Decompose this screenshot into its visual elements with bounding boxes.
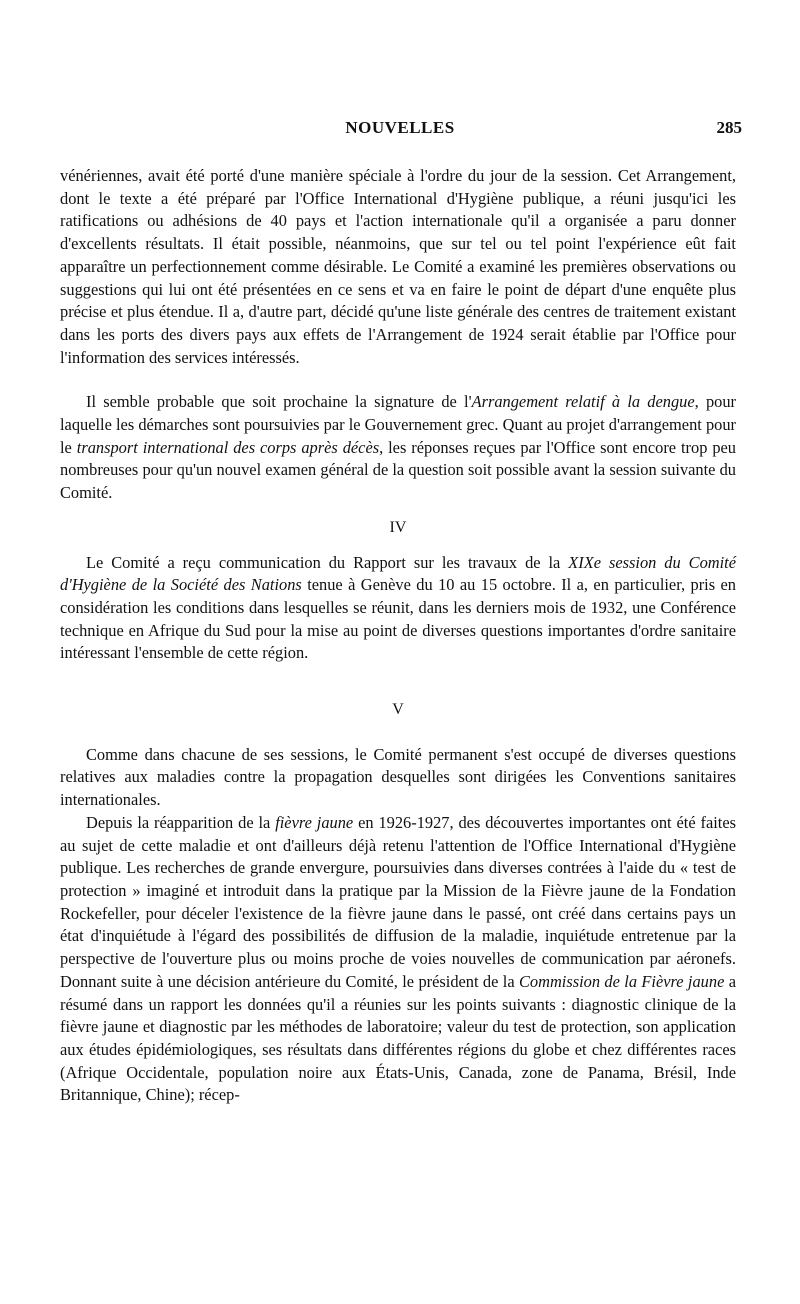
italic-title-commission: Commission de la Fièvre jaune bbox=[518, 971, 725, 991]
page-header bbox=[0, 118, 800, 148]
paragraph-gap bbox=[60, 369, 736, 391]
text-run: Le Comité a reçu communication du Rapport sur les travaux de la bbox=[86, 552, 569, 572]
section-numeral-iv: IV bbox=[389, 518, 407, 536]
section-numeral-v: V bbox=[392, 701, 404, 719]
text-run: en 1926-1927, des découvertes importantes ont été faites au sujet de cette maladie et ont d'ailleurs déjà retenu l'attention de l'Office International d'Hygiène publique. Les recherches de grande envergure, poursuivies dans diverses contrées à l'aide du « test de protection » imaginé et introduit dans la pratique par la Mission de la Fièvre jaune de la Fondation Rockefeller, pour déceler l'existence de la fièvre jaune dans le passé, ont créé dans certains pays un état d'inquiétude à l'égard des possibilités de diffusion de la maladie, inquiétude entretenue par la perspective de l'ouverture plus ou moins proche de voies nouvelles de communication par aéronefs. Donnant suite à une décision antérieure du Comité, le président de la bbox=[60, 812, 736, 991]
paragraph-gap bbox=[60, 665, 736, 687]
paragraph-sanitary-conventions: Comme dans chacune de ses sessions, le Comité permanent s'est occupé de diverses questions relatives aux maladies contre la propagation desquelles sont dirigées les Conventions sanitaires internationales. bbox=[60, 744, 736, 810]
text-run: Depuis la réapparition de la bbox=[86, 812, 276, 832]
paragraph-sanitary-arrangement: vénériennes, avait été porté d'une manière spéciale à l'ordre du jour de la session. Cet Arrangement, dont le texte a été préparé par l'Office International d'Hygiène publique, a réuni jusqu'ici les ratifications ou adhésions de 40 pays et l'action internationale qu'il a organisée a paru donner d'excellents résultats. Il était possible, néanmoins, que sur tel ou tel point l'expérience eût fait apparaître un perfectionnement comme désirable. Le Comité a examiné les premières observations ou suggestions qui lui ont été présentées en ce sens et va en faire le point de départ d'une enquête plus précise et plus étendue. Il a, d'autre part, décidé qu'une liste générale des centres de traitement existant dans les ports des divers pays aux effets de l'Arrangement de 1924 serait établie par l'Office pour l'information des services intéressés. bbox=[60, 166, 736, 367]
paragraph-gap bbox=[60, 734, 736, 744]
text-run: Il semble probable que soit prochaine la signature de l' bbox=[86, 392, 472, 412]
text-run: , pour laquelle les démarches sont poursuivies par le Gouvernement grec. Quant au projet d'arrangement pour le bbox=[60, 392, 736, 457]
page-number: 285 bbox=[716, 118, 742, 137]
text-run: , les réponses reçues par l'Office sont encore trop peu nombreuses pour qu'un nouvel examen général de la question soit possible avant la session suivante du Comité. bbox=[60, 437, 736, 503]
paragraph-dengue-arrangement bbox=[60, 391, 736, 505]
italic-title-dengue: Arrangement relatif à la dengue bbox=[471, 392, 695, 412]
italic-title-transport: transport international des corps après décès bbox=[76, 437, 380, 457]
paragraph-league-report bbox=[60, 552, 736, 666]
italic-term-yellow-fever: fièvre jaune bbox=[275, 812, 354, 832]
body-text bbox=[60, 165, 736, 1107]
text-run: tenue à Genève du 10 au 15 octobre. Il a, en particulier, pris en considération les conditions dans lesquelles se réunit, dans les derniers mois de 1932, une Conférence technique en Afrique du Sud pour la mise au point de diverses questions importantes d'ordre sanitaire intéressant l'ensemble de cette région. bbox=[60, 575, 736, 663]
text-run: a résumé dans un rapport les données qu'il a réunies sur les points suivants : diagnostic clinique de la fièvre jaune et diagnostic par les méthodes de laboratoire; valeur du test de protection, son application aux études épidémiologiques, ses résultats dans différentes régions du globe et chez différentes races (Afrique Occidentale, population noire aux États-Unis, Canada, zone de Panama, Brésil, Inde Britannique, Chine); récep- bbox=[60, 971, 737, 1105]
running-title: NOUVELLES bbox=[345, 118, 455, 137]
paragraph-yellow-fever bbox=[60, 812, 736, 1107]
italic-title-session: XIXe session du Comité d'Hygiène de la Société des Nations bbox=[60, 552, 736, 595]
